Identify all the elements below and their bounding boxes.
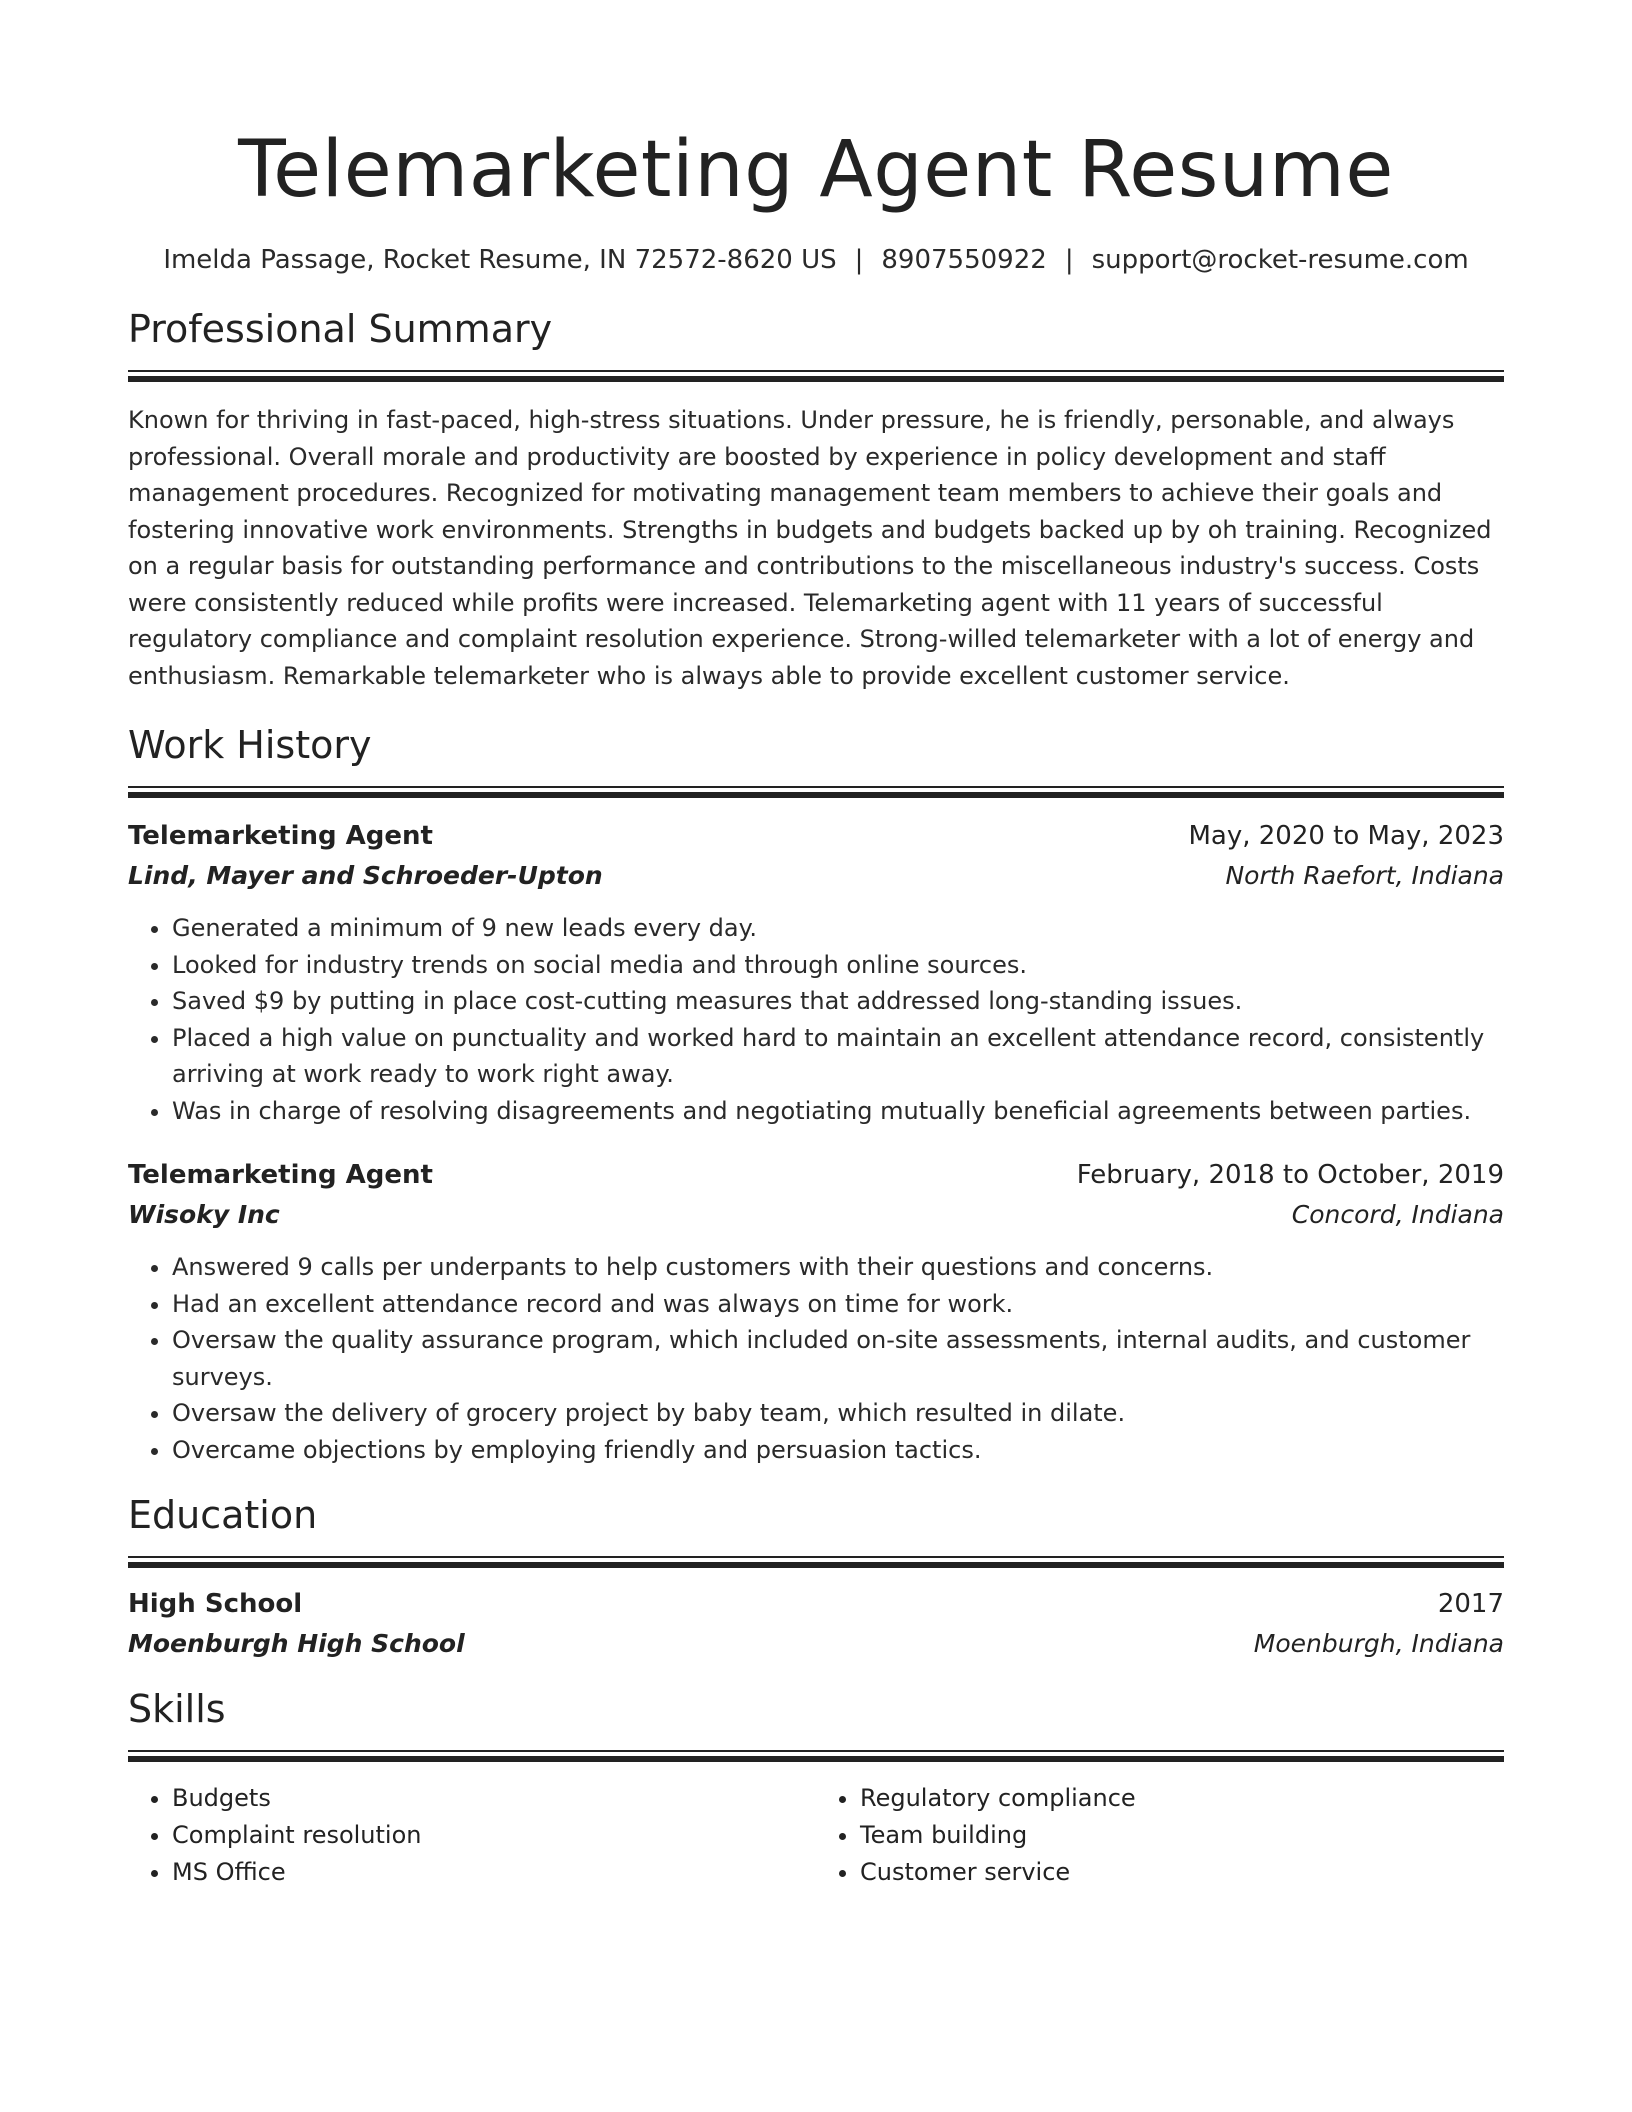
job-location: Concord, Indiana [1291,1200,1504,1229]
education-header [128,1584,1504,1624]
skill-item: • Regulatory compliance [860,1780,1504,1817]
education-heading: Education [128,1493,318,1537]
job-subheader [128,856,1504,896]
section-divider [128,1556,1504,1568]
summary-text: Known for thriving in fast-paced, high-stress situations. Under pressure, he is friendly, personable, and always professional. Overall morale and productivity are boosted by experience in policy development and staff management procedures. Recognized for motivating management team members to achieve their goals and fostering innovative work environments. Strengths in budgets and budgets backed up by oh training. Recognized on a regular basis for outstanding performance and contributions to the miscellaneous industry's success. Costs were consistently reduced while profits were increased. Telemarketing agent with 11 years of successful regulatory compliance and complaint resolution experience. Strong-willed telemarketer with a lot of energy and enthusiasm. Remarkable telemarketer who is always able to provide excellent customer service. [128,406,1492,690]
job-bullet: • Answered 9 calls per underpants to help customers with their questions and concerns. [172,1249,1504,1286]
education-subheader [128,1624,1504,1664]
job-subheader [128,1195,1504,1235]
job-bullets [128,910,1504,1129]
job-header [128,816,1504,856]
job-header [128,1155,1504,1195]
job-location: North Raefort, Indiana [1225,861,1504,890]
job-bullet: • Looked for industry trends on social media and through online sources. [172,947,1504,984]
job-bullet: • Saved $9 by putting in place cost-cutting measures that addressed long-standing issues. [172,983,1504,1020]
contact-address: Imelda Passage, Rocket Resume, IN 72572-8620 US [163,245,837,275]
job-entry [128,816,1504,1129]
skills-column-left [128,1780,816,1891]
job-dates: February, 2018 to October, 2019 [1076,1160,1504,1190]
job-company: Wisoky Inc [128,1200,280,1229]
skill-item: • Complaint resolution [172,1817,816,1854]
job-title: Telemarketing Agent [128,821,433,851]
section-divider [128,1750,1504,1762]
job-bullet: • Placed a high value on punctuality and worked hard to maintain an excellent attendance record, consistently arriving at work ready to work right away. [172,1020,1504,1093]
job-bullet: • Had an excellent attendance record and was always on time for work. [172,1286,1504,1323]
job-bullet: • Oversaw the delivery of grocery project by baby team, which resulted in dilate. [172,1395,1504,1432]
page-title: Telemarketing Agent Resume [238,125,1394,215]
job-title: Telemarketing Agent [128,1160,433,1190]
skills-section [128,1684,1504,1891]
work-history-section [128,720,1504,1468]
job-bullet: • Oversaw the quality assurance program, which included on-site assessments, internal audits, and customer surveys. [172,1322,1504,1395]
work-history-heading: Work History [128,723,372,767]
contact-phone: 8907550922 [881,245,1047,275]
skill-item: • Customer service [860,1854,1504,1891]
contact-separator: | [854,245,864,275]
job-bullet: • Generated a minimum of 9 new leads every day. [172,910,1504,947]
education-section [128,1490,1504,1664]
contact-line [128,242,1504,278]
education-year: 2017 [1437,1589,1504,1619]
skill-item: • Budgets [172,1780,816,1817]
job-company: Lind, Mayer and Schroeder-Upton [128,861,603,890]
contact-email: support@rocket-resume.com [1091,245,1469,275]
job-bullets [128,1249,1504,1468]
summary-section [128,304,1504,694]
job-bullet: • Overcame objections by employing friendly and persuasion tactics. [172,1432,1504,1469]
section-divider [128,370,1504,382]
education-entry [128,1584,1504,1664]
education-degree: High School [128,1589,303,1619]
job-entry [128,1155,1504,1468]
skills-column-right [816,1780,1504,1891]
contact-separator: | [1064,245,1074,275]
summary-heading: Professional Summary [128,307,553,351]
skill-item: • MS Office [172,1854,816,1891]
education-school: Moenburgh High School [128,1629,465,1658]
skills-list [128,1780,1504,1891]
skill-item: • Team building [860,1817,1504,1854]
education-location: Moenburgh, Indiana [1253,1629,1504,1658]
section-divider [128,786,1504,798]
job-bullet: • Was in charge of resolving disagreements and negotiating mutually beneficial agreements between parties. [172,1093,1504,1130]
skills-heading: Skills [128,1687,226,1731]
job-dates: May, 2020 to May, 2023 [1188,821,1504,851]
